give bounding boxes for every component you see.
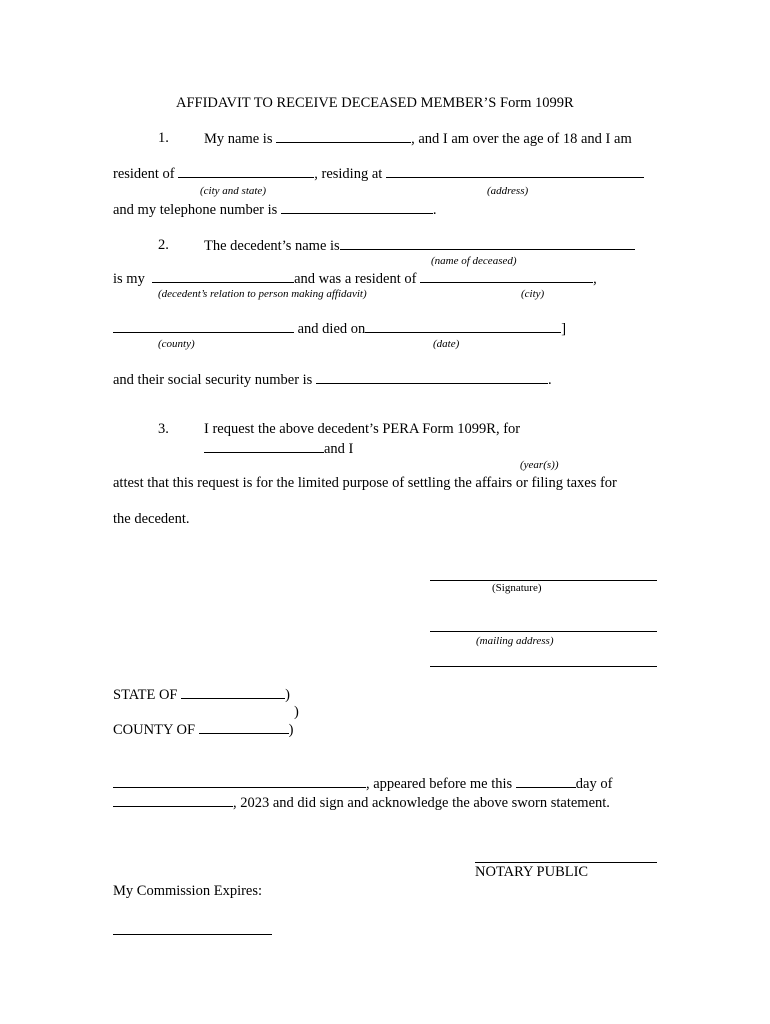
sworn-statement-text: , 2023 and did sign and acknowledge the above sworn statement.: [233, 795, 610, 811]
p2-county-line: [113, 321, 566, 337]
city-state-blank[interactable]: [178, 166, 314, 178]
ssn-period: .: [547, 372, 552, 388]
p3-years-line: [204, 441, 353, 457]
p3-attest-text: attest that this request is for the limited purpose of settling the affairs or filing taxes for: [113, 475, 617, 491]
p3-number: 3.: [158, 421, 169, 437]
county-paren: ): [288, 722, 294, 738]
county-blank[interactable]: [113, 321, 294, 333]
p2-relation-line: [113, 271, 597, 287]
residing-at-label: , residing at: [314, 166, 383, 182]
p1-telephone-line: [113, 202, 437, 218]
decedent-name-label: The decedent’s name is: [204, 238, 340, 254]
relation-line-comma: ,: [593, 271, 597, 287]
resident-of-label: resident of: [113, 166, 175, 182]
day-of-text: day of: [575, 776, 613, 792]
telephone-blank[interactable]: [281, 202, 433, 214]
state-of-line: [113, 687, 290, 703]
p2-number: 2.: [158, 237, 169, 253]
death-date-blank[interactable]: [365, 321, 561, 333]
name-of-deceased-caption: (name of deceased): [431, 255, 517, 267]
p1-name-line: [204, 131, 632, 147]
county-of-label: COUNTY OF: [113, 722, 196, 738]
ssn-label: and their social security number is: [113, 372, 313, 388]
mailing-address-caption: (mailing address): [476, 635, 554, 647]
p3-request-text: I request the above decedent’s PERA Form 1099R, for: [204, 421, 521, 437]
years-blank[interactable]: [204, 441, 324, 453]
notary-signature-line[interactable]: [475, 862, 657, 863]
name-blank[interactable]: [276, 131, 411, 143]
county-of-line: [113, 722, 294, 738]
appearer-name-blank[interactable]: [113, 776, 366, 788]
mailing-address-line-2[interactable]: [430, 666, 657, 667]
middle-paren: ): [294, 704, 299, 720]
state-of-label: STATE OF: [113, 687, 178, 703]
p1-number: 1.: [158, 130, 169, 146]
telephone-label: and my telephone number is: [113, 202, 278, 218]
commission-expires-label: My Commission Expires:: [113, 883, 263, 899]
county-caption: (county): [158, 338, 195, 350]
p2-decedent-line: [204, 238, 635, 254]
address-caption: (address): [487, 185, 529, 197]
is-my-label: is my: [113, 271, 145, 287]
resident-of-label-2: and was a resident of: [294, 271, 417, 287]
died-on-label: and died on: [297, 321, 366, 337]
city-state-caption: (city and state): [200, 185, 266, 197]
and-i-text: and I: [324, 441, 354, 457]
p1-resident-line: [113, 166, 644, 182]
city-caption: (city): [521, 288, 545, 300]
mailing-address-line-1[interactable]: [430, 631, 657, 632]
p1-age-text: , and I am over the age of 18 and I am: [411, 131, 632, 147]
signature-caption: (Signature): [492, 582, 542, 594]
commission-date-line[interactable]: [113, 934, 272, 935]
p3-decedent-text: the decedent.: [113, 511, 190, 527]
relation-caption: (decedent’s relation to person making affidavit): [158, 288, 367, 300]
years-caption: (year(s)): [520, 459, 559, 471]
state-paren: ): [285, 687, 290, 703]
relation-blank[interactable]: [152, 271, 294, 283]
p2-ssn-line: [113, 372, 552, 388]
decedent-name-blank[interactable]: [340, 238, 635, 250]
address-blank[interactable]: [386, 166, 644, 178]
document-title: AFFIDAVIT TO RECEIVE DECEASED MEMBER’S Form 1099R: [176, 95, 574, 111]
p1-name-label: My name is: [204, 131, 273, 147]
month-line: [113, 795, 610, 811]
date-bracket: ]: [561, 321, 567, 337]
notary-public-label: NOTARY PUBLIC: [475, 864, 589, 880]
appeared-text: , appeared before me this: [366, 776, 513, 792]
ssn-blank[interactable]: [316, 372, 548, 384]
appeared-line: [113, 776, 612, 792]
state-blank[interactable]: [181, 687, 285, 699]
month-blank[interactable]: [113, 795, 233, 807]
telephone-period: .: [432, 202, 437, 218]
notary-county-blank[interactable]: [199, 722, 289, 734]
day-blank[interactable]: [516, 776, 576, 788]
decedent-city-blank[interactable]: [420, 271, 593, 283]
signature-line[interactable]: [430, 580, 657, 581]
date-caption: (date): [433, 338, 460, 350]
